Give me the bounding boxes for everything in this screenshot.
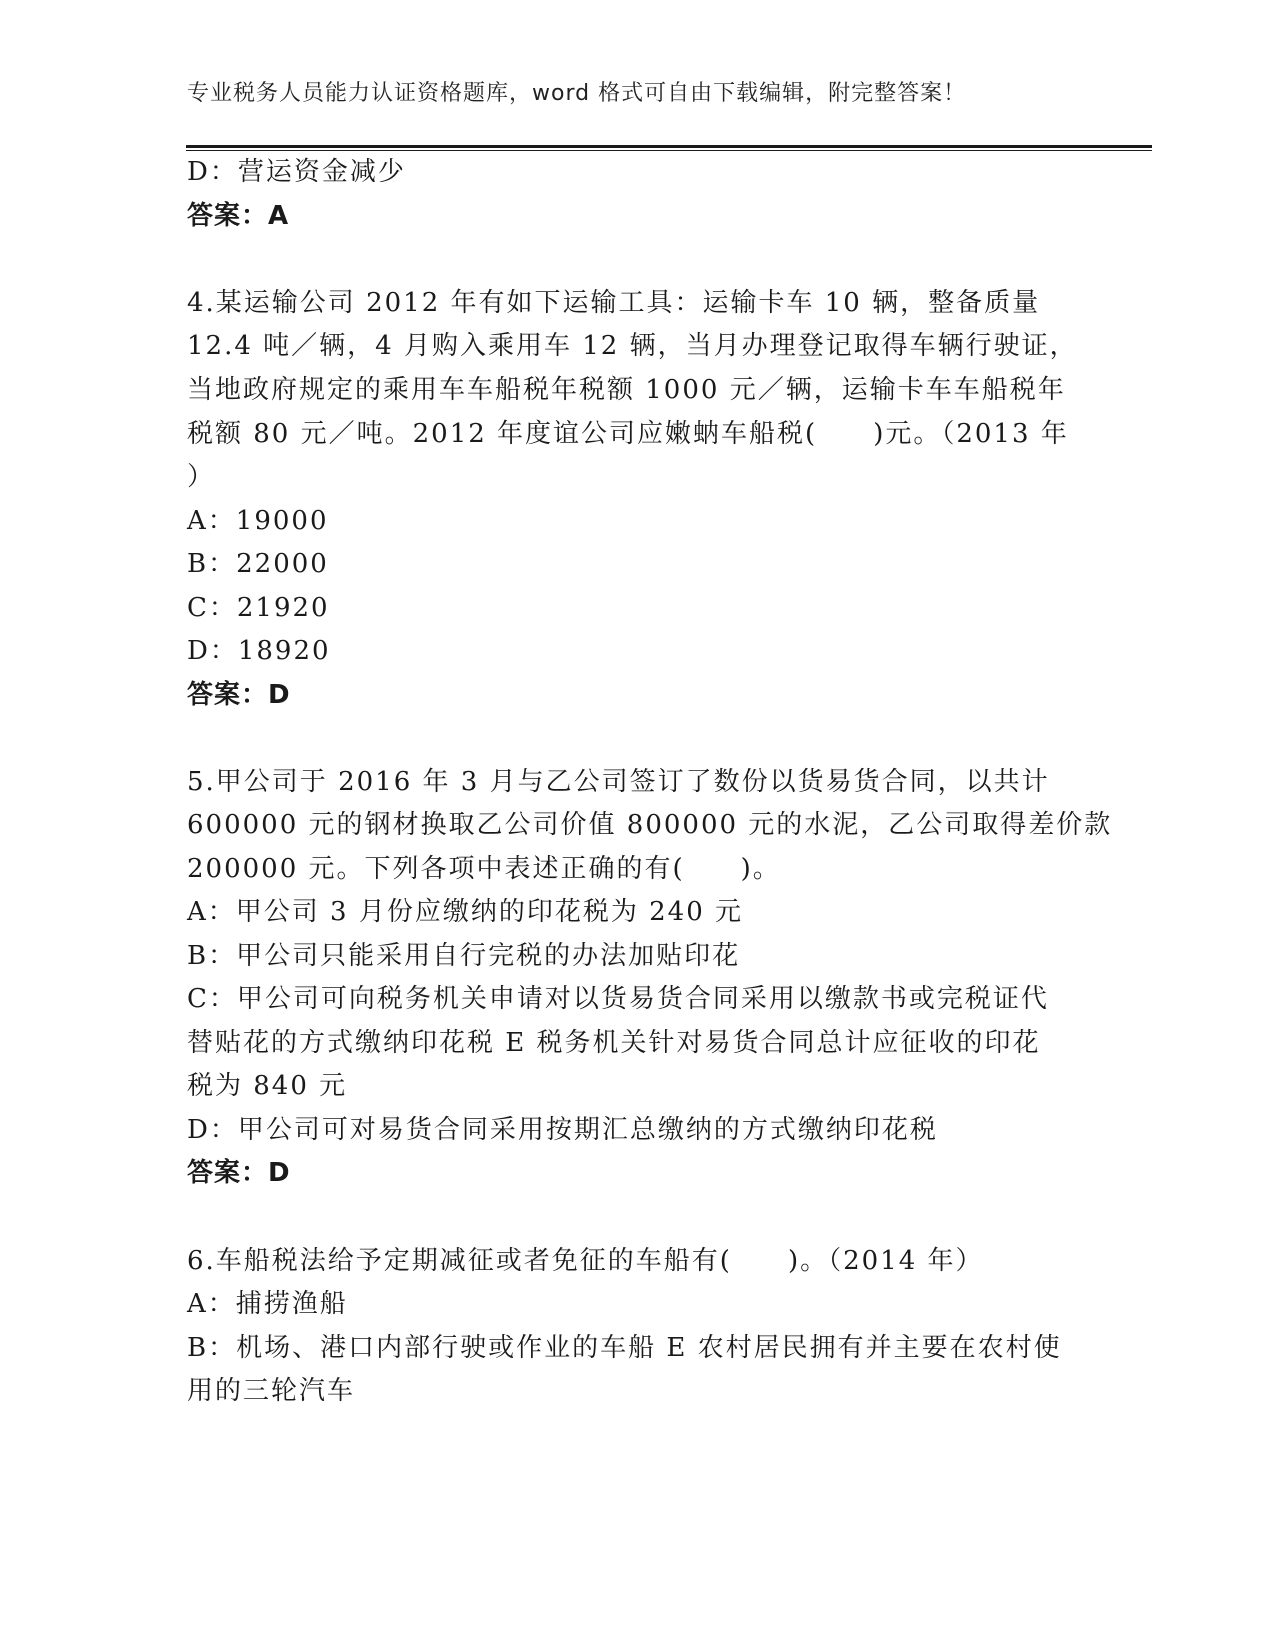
option-line: C：甲公司可向税务机关申请对以货易货合同采用以缴款书或完税证代 — [187, 984, 1049, 1014]
question-line: 4.某运输公司 2012 年有如下运输工具：运输卡车 10 辆，整备质量 — [187, 288, 1041, 318]
header-rule-thin — [186, 150, 1152, 151]
option-line: 用的三轮汽车 — [187, 1376, 356, 1406]
option-line: 替贴花的方式缴纳印花税 E 税务机关针对易货合同总计应征收的印花 — [187, 1028, 1041, 1058]
question-line: 当地政府规定的乘用车车船税年税额 1000 元／辆，运输卡车车船税年 — [187, 375, 1066, 405]
option-line: A：捕捞渔船 — [187, 1289, 348, 1319]
option-line: B：甲公司只能采用自行完税的办法加贴印花 — [187, 941, 741, 971]
question-line: 6.车船税法给予定期减征或者免征的车船有( )。（2014 年） — [187, 1246, 984, 1276]
option-line: D：甲公司可对易货合同采用按期汇总缴纳的方式缴纳印花税 — [187, 1115, 938, 1145]
question-line: ） — [187, 462, 216, 492]
option-line: D：营运资金减少 — [187, 157, 406, 187]
option-line: 税为 840 元 — [187, 1071, 348, 1101]
option-line: A：甲公司 3 月份应缴纳的印花税为 240 元 — [187, 897, 744, 927]
option-line: B：机场、港口内部行驶或作业的车船 E 农村居民拥有并主要在农村使 — [187, 1333, 1062, 1363]
question-line: 200000 元。下列各项中表述正确的有( )。 — [187, 854, 781, 884]
answer-line: 答案：A — [187, 201, 290, 231]
answer-line: 答案：D — [187, 680, 291, 710]
question-line: 12.4 吨／辆，4 月购入乘用车 12 辆，当月办理登记取得车辆行驶证， — [187, 331, 1078, 361]
option-line: D：18920 — [187, 636, 331, 666]
question-line: 600000 元的钢材换取乙公司价值 800000 元的水泥，乙公司取得差价款 — [187, 810, 1113, 840]
option-line: A：19000 — [187, 506, 329, 536]
page-header: 专业税务人员能力认证资格题库，word 格式可自由下载编辑，附完整答案！ — [187, 81, 967, 106]
answer-line: 答案：D — [187, 1158, 291, 1188]
question-line: 5.甲公司于 2016 年 3 月与乙公司签订了数份以货易货合同，以共计 — [187, 767, 1050, 797]
question-line: 税额 80 元／吨。2012 年度谊公司应嫩蚋车船税( )元。（2013 年 — [187, 419, 1069, 449]
header-rule-thick — [186, 145, 1152, 148]
option-line: C：21920 — [187, 593, 330, 623]
option-line: B：22000 — [187, 549, 329, 579]
